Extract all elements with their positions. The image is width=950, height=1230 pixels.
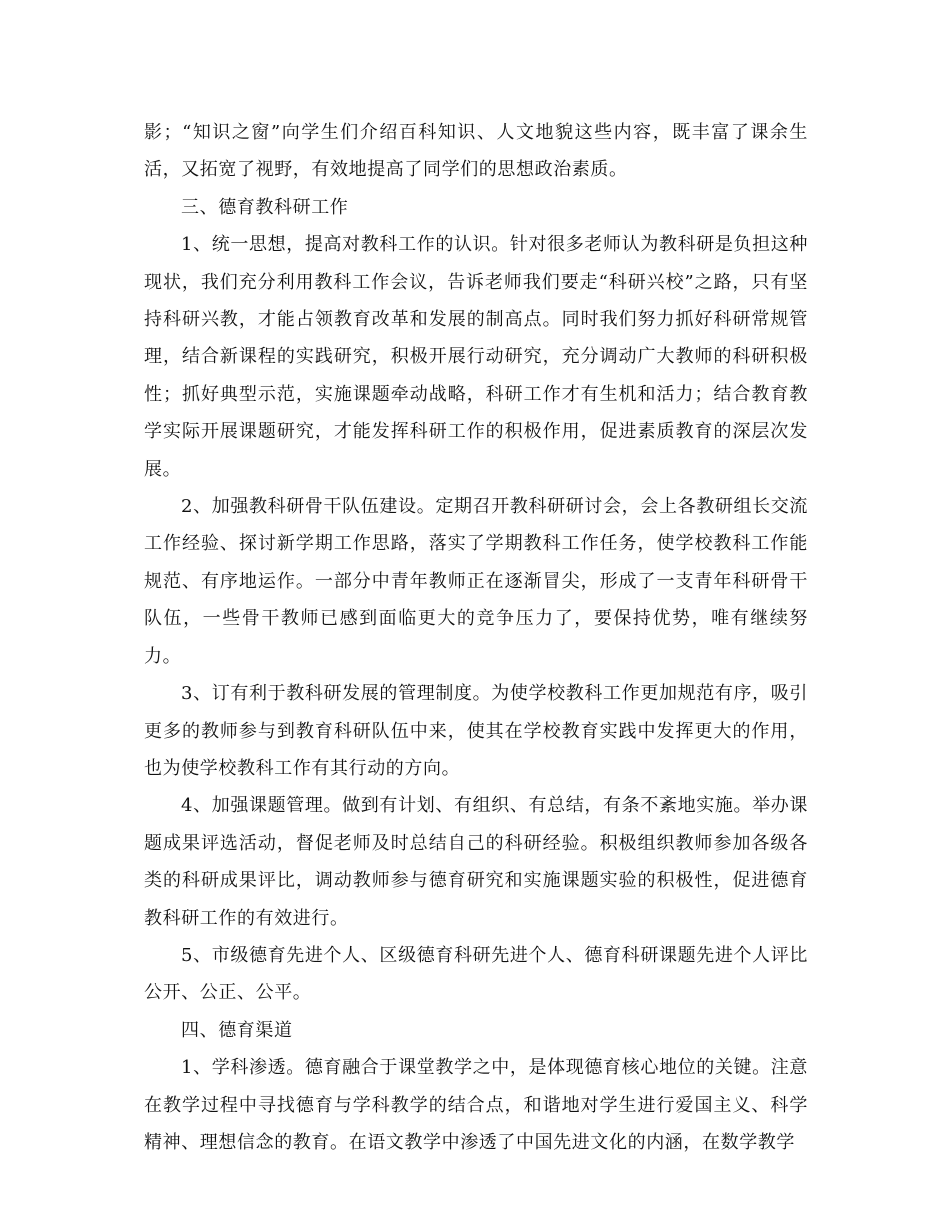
section-heading-moral-education-channels: 四、德育渠道 (181, 1019, 293, 1041)
paragraph-continuation: 影；“知识之窗”向学生们介绍百科知识、人文地貌这些内容，既丰富了课余生活，又拓宽了视野，有效地提高了同学们的思想政治素质。 (144, 122, 808, 181)
document-body (144, 114, 808, 1161)
section-heading-moral-education-research: 三、德育教科研工作 (181, 196, 349, 218)
paragraph-item-2-backbone-team: 2、加强教科研骨干队伍建设。定期召开教科研研讨会，会上各教研组长交流工作经验、探讨新学期工作思路，落实了学期教科工作任务，使学校教科工作能规范、有序地运作。一部分中青年教师正在逐渐冒尖，形成了一支青年科研骨干队伍，一些骨干教师已感到面临更大的竞争压力了，要保持优势，唯有继续努力。 (144, 496, 808, 667)
paragraph-item-3-management-system: 3、订有利于教科研发展的管理制度。为使学校教科工作更加规范有序，吸引更多的教师参与到教育科研队伍中来，使其在学校教育实践中发挥更大的作用，也为使学校教科工作有其行动的方向。 (144, 683, 808, 779)
paragraph-item-1-unify-thinking: 1、统一思想，提高对教科工作的认识。针对很多老师认为教科研是负担这种现状，我们充分利用教科工作会议，告诉老师我们要走“科研兴校”之路，只有坚持科研兴教，才能占领教育改革和发展的制高点。同时我们努力抓好科研常规管理，结合新课程的实践研究，积极开展行动研究，充分调动广大教师的科研积极性；抓好典型示范，实施课题牵动战略，科研工作才有生机和活力；结合教育教学实际开展课题研究，才能发挥科研工作的积极作用，促进素质教育的深层次发展。 (144, 234, 808, 480)
paragraph-item-5-evaluation: 5、市级德育先进个人、区级德育科研先进个人、德育科研课题先进个人评比公开、公正、公平。 (144, 944, 808, 1004)
paragraph-item-4-project-management: 4、加强课题管理。做到有计划、有组织、有总结，有条不紊地实施。举办课题成果评选活动，督促老师及时总结自己的科研经验。积极组织教师参加各级各类的科研成果评比，调动教师参与德育研究和实施课题实验的积极性，促进德育教科研工作的有效进行。 (144, 795, 808, 929)
paragraph-item-1-subject-penetration: 1、学科渗透。德育融合于课堂教学之中，是体现德育核心地位的关键。注意在教学过程中寻找德育与学科教学的结合点，和谐地对学生进行爱国主义、科学精神、理想信念的教育。在语文教学中渗透了中国先进文化的内涵，在数学教学 (144, 1057, 808, 1153)
